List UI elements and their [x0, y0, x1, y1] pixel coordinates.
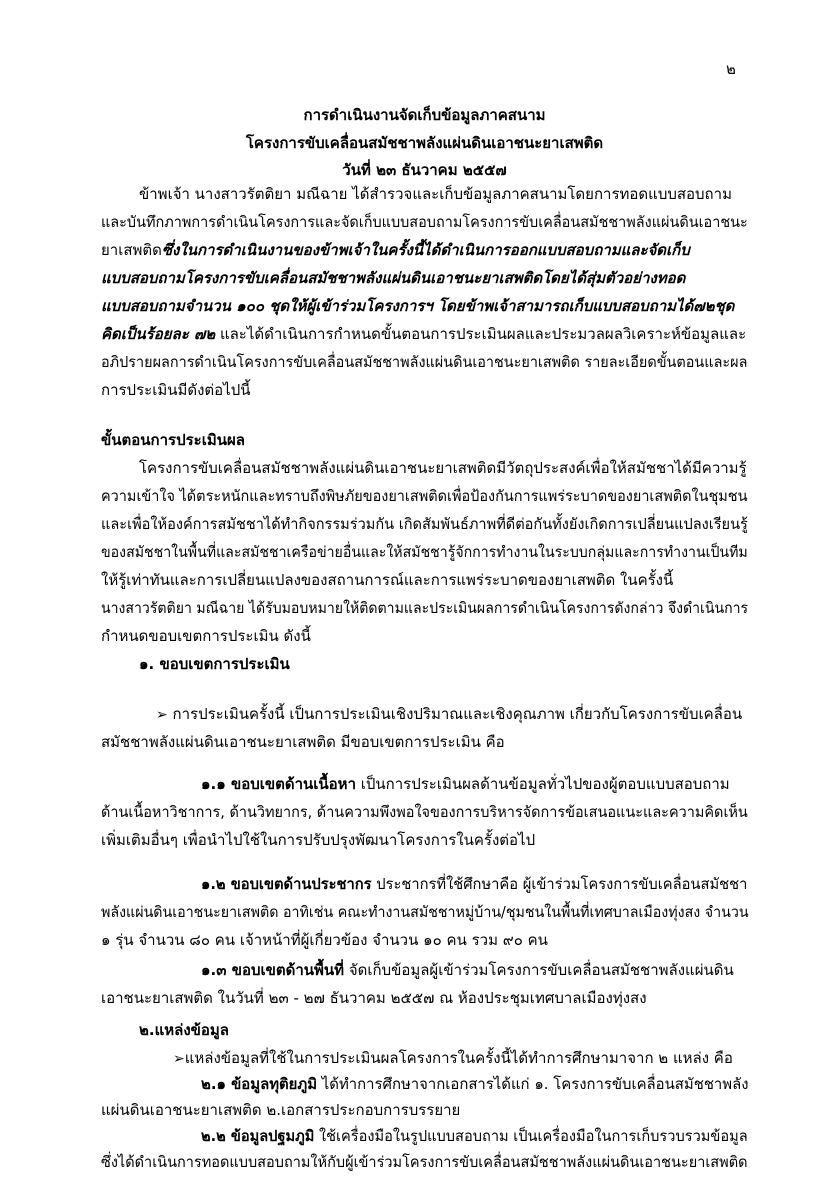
title-line-2: โครงการขับเคลื่อนสมัชชาพลังแผ่นดินเอาชนะยาเสพติด: [245, 134, 604, 152]
scope-1-3-label: ๑.๓ ขอบเขตด้านพื้นที่: [201, 961, 345, 979]
intro-line-3: [101, 238, 690, 262]
scope-1-1-label: ๑.๑ ขอบเขตด้านเนื้อหา: [201, 775, 356, 793]
eval-line-4: ของสมัชชาในพื้นที่และสมัชชาเครือข่ายอื่นและให้สมัชชารู้จักการทำงานในระบบกลุ่มและการทำงานเป็นทีม: [101, 543, 748, 561]
intro-line-8: การประเมินมีดังต่อไปนี้: [101, 381, 251, 399]
eval-line-3: และเพื่อให้องค์การสมัชชาได้ทำกิจกรรมร่วมกัน เกิดสัมพันธ์ภาพที่ดีต่อกันทั้งยังเกิดการเปลี่ยนแปลงเรียนรู้: [101, 515, 748, 533]
scope-1-1-line-3: เพิ่มเติมอื่นๆ เพื่อนำไปใช้ในการปรับปรุงพัฒนาโครงการในครั้งต่อไป: [101, 831, 536, 849]
scope-bullet-text: การประเมินครั้งนี้ เป็นการประเมินเชิงปริมาณและเชิงคุณภาพ เกี่ยวกับโครงการขับเคลื่อน: [167, 705, 743, 723]
source-2-1-line-1: [201, 1072, 749, 1096]
title-line-1: การดำเนินงานจัดเก็บข้อมูลภาคสนาม: [303, 106, 546, 124]
document-page: [101, 0, 748, 1188]
scope-1-2-line-2: พลังแผ่นดินเอาชนะยาเสพติด อาทิเช่น คณะทำงานสมัชชาหมู่บ้าน/ชุมชนในพื้นที่เทศบาลเมืองทุ่งสง จำนวน: [101, 903, 749, 921]
intro-line-6: [101, 322, 746, 346]
scope-1-3-line-2: เอาชนะยาเสพติด ในวันที่ ๒๓ - ๒๗ ธันวาคม ๒๕๕๗ ณ ห้องประชุมเทศบาลเมืองทุ่งสง: [101, 989, 647, 1007]
title-line-3: วันที่ ๒๓ ธันวาคม ๒๕๕๗: [342, 161, 507, 179]
page-number: ๒: [726, 60, 736, 78]
scope-1-2-label: ๑.๒ ขอบเขตด้านประชากร: [201, 875, 372, 893]
intro-text: ยาเสพติด: [101, 241, 162, 259]
eval-line-2: ความเข้าใจ ได้ตระหนักและทราบถึงพิษภัยของยาเสพติดเพื่อป้องกันการแพร่ระบาดของยาเสพติดในชุมชน: [101, 487, 748, 505]
intro-text: และได้ดำเนินการกำหนดขั้นตอนการประเมินผลและประมวลผลวิเคราะห์ข้อมูลและ: [215, 325, 747, 343]
source-2-1-label: ๒.๑ ข้อมูลทุติยภูมิ: [201, 1075, 318, 1093]
scope-1-2-line-3: ๑ รุ่น จำนวน ๘๐ คน เจ้าหน้าที่ผู้เกี่ยวข้อง จำนวน ๑๐ คน รวม ๙๐ คน: [101, 931, 548, 949]
intro-line-5: แบบสอบถามจำนวน ๑๐๐ ชุดให้ผู้เข้าร่วมโครงการฯ โดยข้าพเจ้าสามารถเก็บแบบสอบถามได้๗๒ชุด: [101, 297, 735, 315]
source-2-2-line-2: ซึ่งได้ดำเนินการทอดแบบสอบถามให้กับผู้เข้าร่วมโครงการขับเคลื่อนสมัชชาพลังแผ่นดินเอาชนะยาเสพติด: [101, 1153, 748, 1171]
arrow-bullet-icon: ➢: [156, 707, 168, 723]
arrow-bullet-icon: ➢: [173, 1051, 185, 1067]
intro-emphasis: คิดเป็นร้อยละ ๗๒: [101, 325, 216, 343]
source-bullet-text: แหล่งข้อมูลที่ใช้ในการประเมินผลโครงการในครั้งนี้ได้ทำการศึกษามาจาก ๒ แหล่ง คือ: [184, 1049, 733, 1067]
eval-line-7: กำหนดขอบเขตการประเมิน ดังนี้: [101, 627, 311, 645]
eval-line-5: ให้รู้เท่าทันและการเปลี่ยนแปลงของสถานการณ์และการแพร่ระบาดของยาเสพติด ในครั้งนี้: [101, 571, 674, 589]
scope-1-2-line-1: [201, 872, 747, 896]
scope-bullet-line-1: [156, 702, 742, 727]
source-heading: ๒.แหล่งข้อมูล: [139, 1021, 229, 1039]
intro-line-2: และบันทึกภาพการดำเนินโครงการและจัดเก็บแบบสอบถามโครงการขับเคลื่อนสมัชชาพลังแผ่นดินเอาชนะ: [101, 213, 748, 231]
intro-line-4: แบบสอบถามโครงการขับเคลื่อนสมัชชาพลังแผ่นดินเอาชนะยาเสพติดโดยได้สุ่มตัวอย่างทอด: [101, 269, 686, 287]
source-2-2-label: ๒.๒ ข้อมูลปฐมภูมิ: [201, 1127, 315, 1145]
intro-line-7: อภิปรายผลการดำเนินโครงการขับเคลื่อนสมัชชาพลังแผ่นดินเอาชนะยาเสพติด รายละเอียดขั้นตอนและผล: [101, 353, 748, 371]
scope-heading: ๑. ขอบเขตการประเมิน: [139, 655, 290, 673]
scope-1-1-text: เป็นการประเมินผลด้านข้อมูลทั่วไปของผู้ตอบแบบสอบถาม: [356, 775, 730, 793]
intro-emphasis: ซึ่งในการดำเนินงานของข้าพเจ้าในครั้งนี้ได้ดำเนินการออกแบบสอบถามและจัดเก็บ: [161, 241, 690, 259]
source-2-2-text: ใช้เครื่องมือในรูปแบบสอบถาม เป็นเครื่องมือในการเก็บรวบรวมข้อมูล: [314, 1127, 748, 1145]
eval-line-1: โครงการขับเคลื่อนสมัชชาพลังแผ่นดินเอาชนะยาเสพติดมีวัตถุประสงค์เพื่อให้สมัชชาได้มีความรู้: [139, 459, 747, 477]
source-bullet-line: [173, 1046, 733, 1071]
eval-line-6: นางสาวรัตติยา มณีฉาย ได้รับมอบหมายให้ติดตามและประเมินผลการดำเนินโครงการดังกล่าว จึงดำเนินการ: [101, 599, 749, 617]
source-2-1-line-2: แผ่นดินเอาชนะยาเสพติด ๒.เอกสารประกอบการบรรยาย: [101, 1101, 461, 1119]
scope-1-1-line-2: ด้านเนื้อหาวิชาการ, ด้านวิทยากร, ด้านความพึงพอใจของการบริหารจัดการข้อเสนอแนะและความคิดเห็น: [101, 803, 748, 821]
eval-heading: ขั้นตอนการประเมินผล: [101, 431, 245, 449]
scope-1-3-line-1: [201, 958, 734, 982]
intro-line-1: ข้าพเจ้า นางสาวรัตติยา มณีฉาย ได้สำรวจและเก็บข้อมูลภาคสนามโดยการทอดแบบสอบถาม: [139, 185, 732, 203]
source-2-2-line-1: [201, 1124, 748, 1148]
source-2-1-text: ได้ทำการศึกษาจากเอกสารได้แก่ ๑. โครงการขับเคลื่อนสมัชชาพลัง: [317, 1075, 749, 1093]
scope-bullet-line-2: สมัชชาพลังแผ่นดินเอาชนะยาเสพติด มีขอบเขตการประเมิน คือ: [101, 733, 505, 751]
scope-1-3-text: จัดเก็บข้อมูลผู้เข้าร่วมโครงการขับเคลื่อนสมัชชาพลังแผ่นดิน: [344, 961, 734, 979]
scope-1-2-text: ประชากรที่ใช้ศึกษาคือ ผู้เข้าร่วมโครงการขับเคลื่อนสมัชชา: [371, 875, 748, 893]
scope-1-1-line-1: [201, 772, 730, 796]
